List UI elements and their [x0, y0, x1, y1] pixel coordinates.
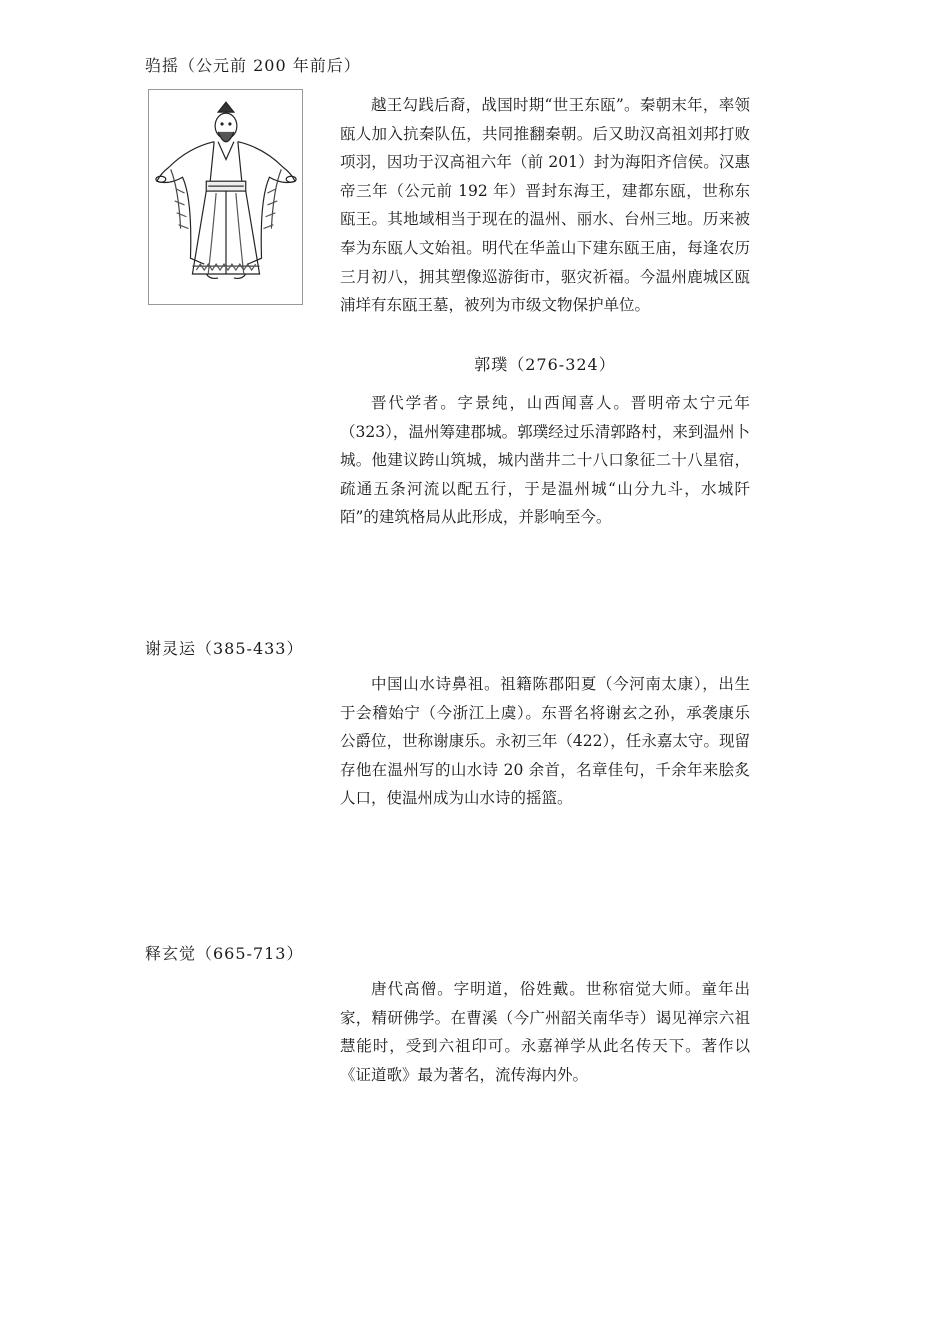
section-title-guopu: 郭璞（276-324）	[474, 355, 616, 374]
section-paragraph-xielingyun: 中国山水诗鼻祖。祖籍陈郡阳夏（今河南太康），出生于会稽始宁（今浙江上虞）。东晋名将谢玄之孙，承袭康乐公爵位，世称谢康乐。永初三年（422），任永嘉太守。现留存他在温州写的山水诗 20 余首，名章佳句，千余年来脍炙人口，使温州成为山水诗的摇篮。	[340, 675, 750, 808]
section-title-shixuanjue: 释玄觉（665-713）	[145, 944, 304, 963]
robed-figure-illustration	[149, 90, 302, 304]
section-title-zouyao: 驺摇（公元前 200 年前后）	[145, 56, 361, 75]
section-paragraph-shixuanjue: 唐代高僧。字明道，俗姓戴。世称宿觉大师。童年出家，精研佛学。在曹溪（今广州韶关南华寺）谒见禅宗六祖慧能时，受到六祖印可。永嘉禅学从此名传天下。著作以《证道歌》最为著名，流传海内外。	[340, 980, 750, 1084]
section-paragraph-guopu: 晋代学者。字景纯，山西闻喜人。晋明帝太宁元年（323），温州筹建郡城。郭璞经过乐清郭路村，来到温州卜城。他建议跨山筑城，城内凿井二十八口象征二十八星宿，疏通五条河流以配五行，于是温州城“山分九斗，水城阡陌”的建筑格局从此形成，并影响至今。	[340, 394, 750, 527]
section-title-xielingyun: 谢灵运（385-433）	[145, 639, 304, 658]
section-paragraph-zouyao: 越王勾践后裔，战国时期“世王东瓯”。秦朝末年，率领瓯人加入抗秦队伍，共同推翻秦朝。后又助汉高祖刘邦打败项羽，因功于汉高祖六年（前 201）封为海阳齐信侯。汉惠帝三年（公元前 192 年）晋封东海王，建都东瓯，世称东瓯王。其地域相当于现在的温州、丽水、台州三地。历来被奉为东瓯人文始祖。明代在华盖山下建东瓯王庙，每逢农历三月初八，拥其塑像巡游街市，驱灾祈福。今温州鹿城区瓯浦垟有东瓯王墓，被列为市级文物保护单位。	[340, 96, 750, 315]
portrait-illustration	[148, 89, 303, 305]
